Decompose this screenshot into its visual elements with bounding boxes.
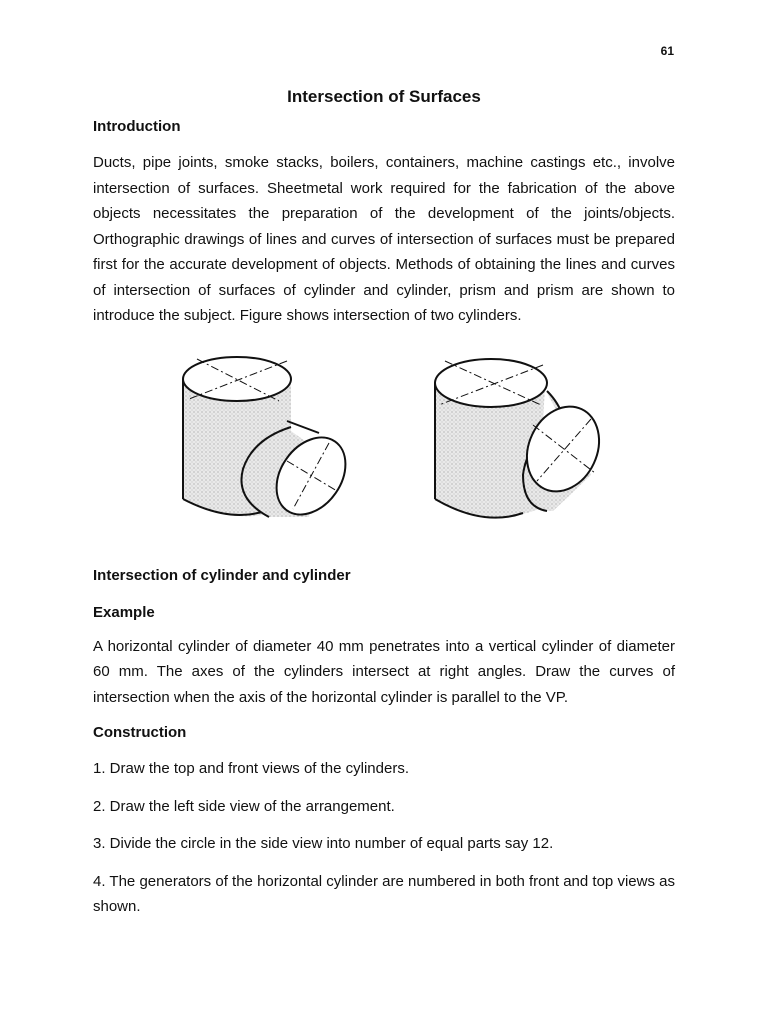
cylinder-oblique-drawing <box>423 351 623 541</box>
construction-step: 3. Divide the circle in the side view into number of equal parts say 12. <box>93 835 554 852</box>
intersecting-cylinders-figure <box>93 351 675 551</box>
cylinder-cylinder-heading: Intersection of cylinder and cylinder <box>93 566 351 584</box>
introduction-paragraph: Ducts, pipe joints, smoke stacks, boilers, containers, machine castings etc., involve intersection of surfaces. Sheetmetal work required for the fabrication of the above objects necessitates the preparation of the development of the joints/objects. Orthographic drawings of lines and curves of intersection of surfaces must be prepared first for the accurate development of objects. Methods of obtaining the lines and curves of intersection of surfaces of cylinder and cylinder, prism and prism are shown to introduce the subject. Figure shows intersection of two cylinders. <box>93 154 675 324</box>
example-heading: Example <box>93 603 155 621</box>
page-title: Intersection of Surfaces <box>287 87 481 106</box>
construction-step: 2. Draw the left side view of the arrangement. <box>93 797 395 815</box>
page-number: 61 <box>660 44 674 58</box>
cylinder-perpendicular-drawing <box>169 351 359 531</box>
construction-step: 4. The generators of the horizontal cylinder are numbered in both front and top views as shown. <box>93 872 675 915</box>
construction-step: 1. Draw the top and front views of the cylinders. <box>93 760 409 777</box>
page-content <box>93 86 675 920</box>
construction-heading: Construction <box>93 724 187 741</box>
introduction-heading: Introduction <box>93 118 181 135</box>
example-paragraph: A horizontal cylinder of diameter 40 mm penetrates into a vertical cylinder of diameter 60 mm. The axes of the cylinders intersect at right angles. Draw the curves of intersection when the axis of the horizontal cylinder is parallel to the VP. <box>93 637 675 706</box>
